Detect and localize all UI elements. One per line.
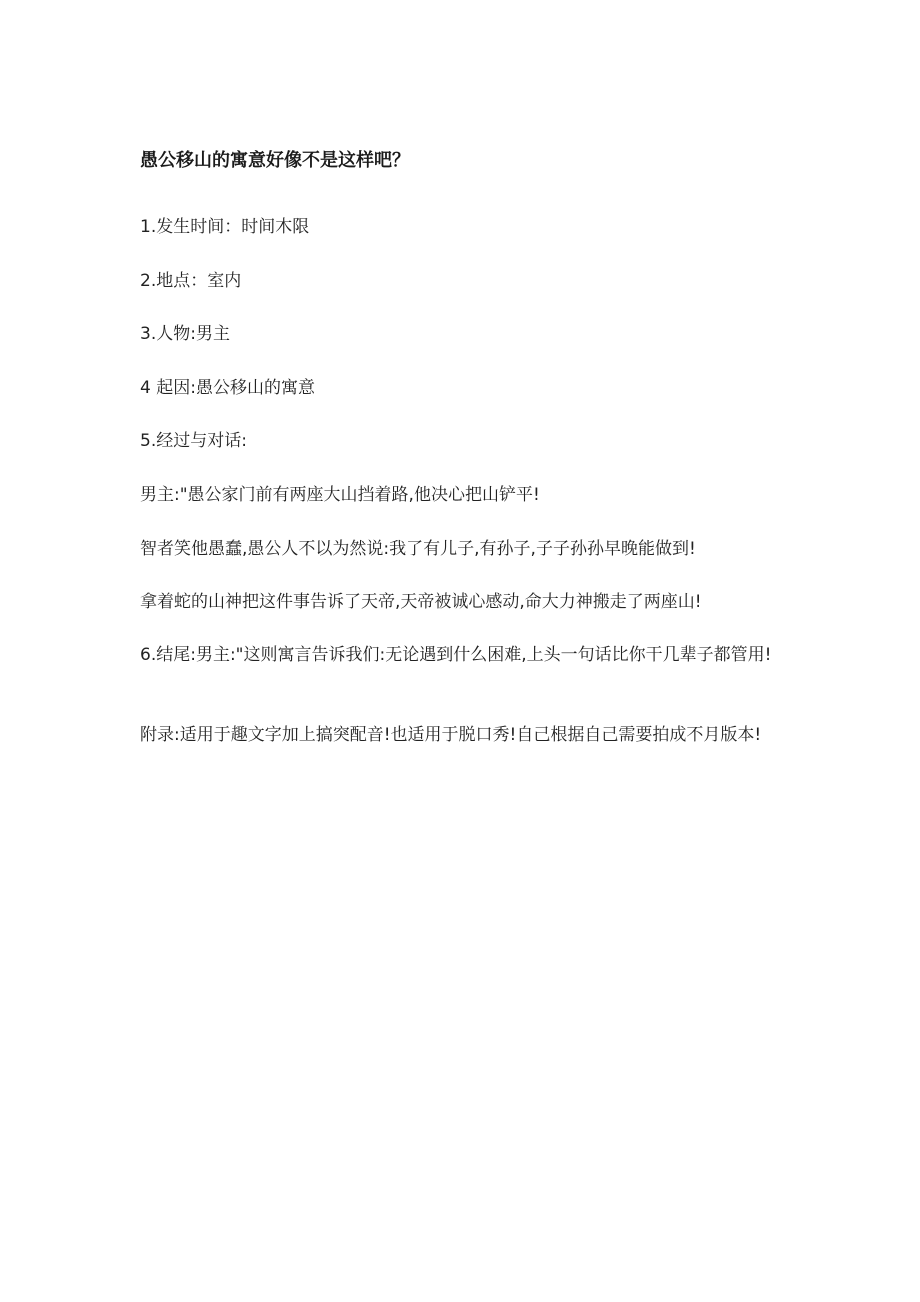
paragraph-cause: 4 起因:愚公移山的寓意 bbox=[140, 378, 315, 398]
paragraph-location: 2.地点：室内 bbox=[140, 271, 242, 291]
paragraph-dialogue-2: 智者笑他愚蠢,愚公人不以为然说:我了有儿子,有孙子,子子孙孙早晚能做到! bbox=[140, 539, 696, 559]
paragraph-ending: 6.结尾:男主:"这则寓言告诉我们:无论遇到什么困难,上头一句话比你干几辈子都管用! bbox=[140, 645, 772, 665]
paragraph-dialogue-1: 男主:"愚公家门前有两座大山挡着路,他决心把山铲平! bbox=[140, 485, 540, 505]
paragraph-dialogue-3: 拿着蛇的山神把这件事告诉了天帝,天帝被诚心感动,命大力神搬走了两座山! bbox=[140, 592, 702, 612]
paragraph-process-heading: 5.经过与对话: bbox=[140, 431, 247, 451]
paragraph-characters: 3.人物:男主 bbox=[140, 324, 230, 344]
paragraph-time: 1.发生时间：时间木限 bbox=[140, 217, 310, 237]
document-title: 愚公移山的寓意好像不是这样吧？ bbox=[140, 150, 410, 171]
paragraph-appendix: 附录:适用于趣文字加上搞突配音!也适用于脱口秀!自己根据自己需要拍成不月版本! bbox=[140, 725, 762, 745]
